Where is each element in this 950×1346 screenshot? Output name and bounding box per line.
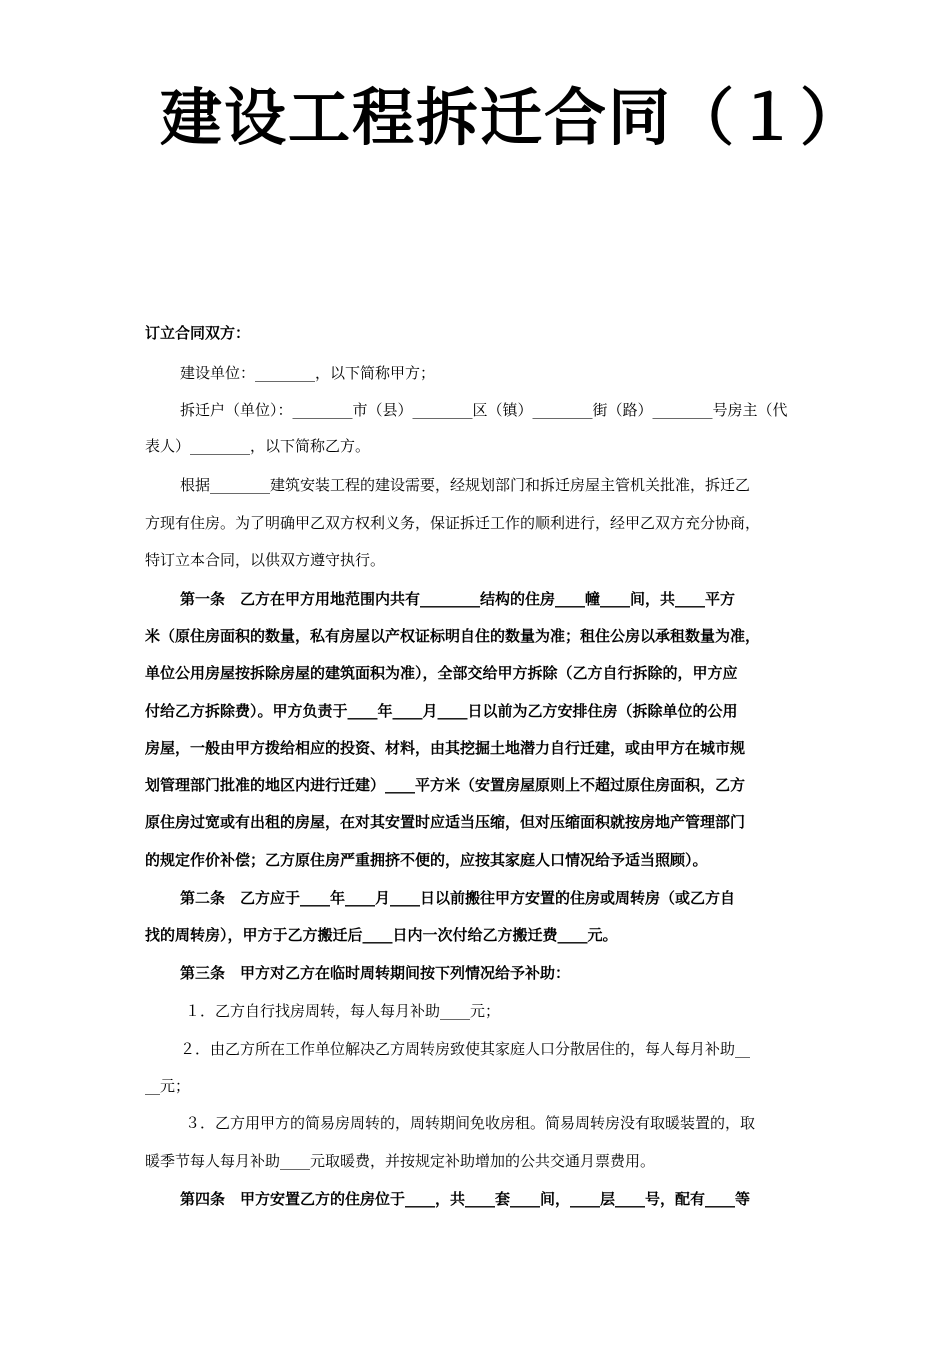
paragraph-line: 方现有住房。为了明确甲乙双方权利义务，保证拆迁工作的顺利进行，经甲乙双方充分协商， [145, 514, 761, 532]
article-line: 第三条 甲方对乙方在临时周转期间按下列情况给予补助： [180, 964, 571, 982]
article-line: 划管理部门批准的地区内进行迁建）____平方米（安置房屋原则上不超过原住房面积，乙方 [145, 776, 746, 794]
article-line: 米（原住房面积的数量，私有房屋以产权证标明自住的数量为准；租住公房以承租数量为准， [145, 627, 761, 645]
article-line: 房屋，一般由甲方拨给相应的投资、材料，由其挖掘土地潜力自行迁建，或由甲方在城市规 [145, 739, 746, 757]
paragraph-line: 建设单位：________，以下简称甲方； [180, 364, 436, 382]
article-line: 的规定作价补偿；乙方原住房严重拥挤不便的，应按其家庭人口情况给予适当照顾）。 [145, 851, 708, 869]
paragraph-line: 根据________建筑安装工程的建设需要，经规划部门和拆迁房屋主管机关批准，拆迁乙 [180, 476, 751, 494]
article-line: 付给乙方拆除费）。甲方负责于____年____月____日以前为乙方安排住房（拆除单位的公用 [145, 702, 738, 720]
list-item: １．乙方自行找房周转，每人每月补助____元； [185, 1002, 501, 1020]
list-item: ３．乙方用甲方的简易房周转的，周转期间免收房租。简易周转房没有取暖装置的，取 [185, 1114, 756, 1132]
article-line: 单位公用房屋按拆除房屋的建筑面积为准），全部交给甲方拆除（乙方自行拆除的，甲方应 [145, 664, 738, 682]
article-line: 找的周转房），甲方于乙方搬迁后____日内一次付给乙方搬迁费____元。 [145, 926, 618, 944]
parties-heading: 订立合同双方： [145, 324, 251, 342]
paragraph-line: 表人）________，以下简称乙方。 [145, 437, 371, 455]
article-line: 原住房过宽或有出租的房屋，在对其安置时应适当压缩，但对压缩面积就按房地产管理部门 [145, 813, 746, 831]
article-line: 第二条 乙方应于____年____月____日以前搬往甲方安置的住房或周转房（或乙方自 [180, 889, 736, 907]
article-line: 第四条 甲方安置乙方的住房位于____，共____套____间，____层____号，配有____等 [180, 1190, 751, 1208]
article-line: 第一条 乙方在甲方用地范围内共有________结构的住房____幢____间，共____平方 [180, 590, 736, 608]
list-item: 暖季节每人每月补助____元取暖费，并按规定补助增加的公共交通月票费用。 [145, 1152, 656, 1170]
list-item: ２．由乙方所在工作单位解决乙方周转房致使其家庭人口分散居住的，每人每月补助__ [180, 1040, 751, 1058]
paragraph-line: 拆迁户（单位）：________市（县）________区（镇）________街（路）________号房主（代 [180, 401, 788, 419]
list-item: __元； [145, 1077, 191, 1095]
paragraph-line: 特订立本合同，以供双方遵守执行。 [145, 551, 386, 569]
document-title: 建设工程拆迁合同（１） [160, 81, 865, 154]
